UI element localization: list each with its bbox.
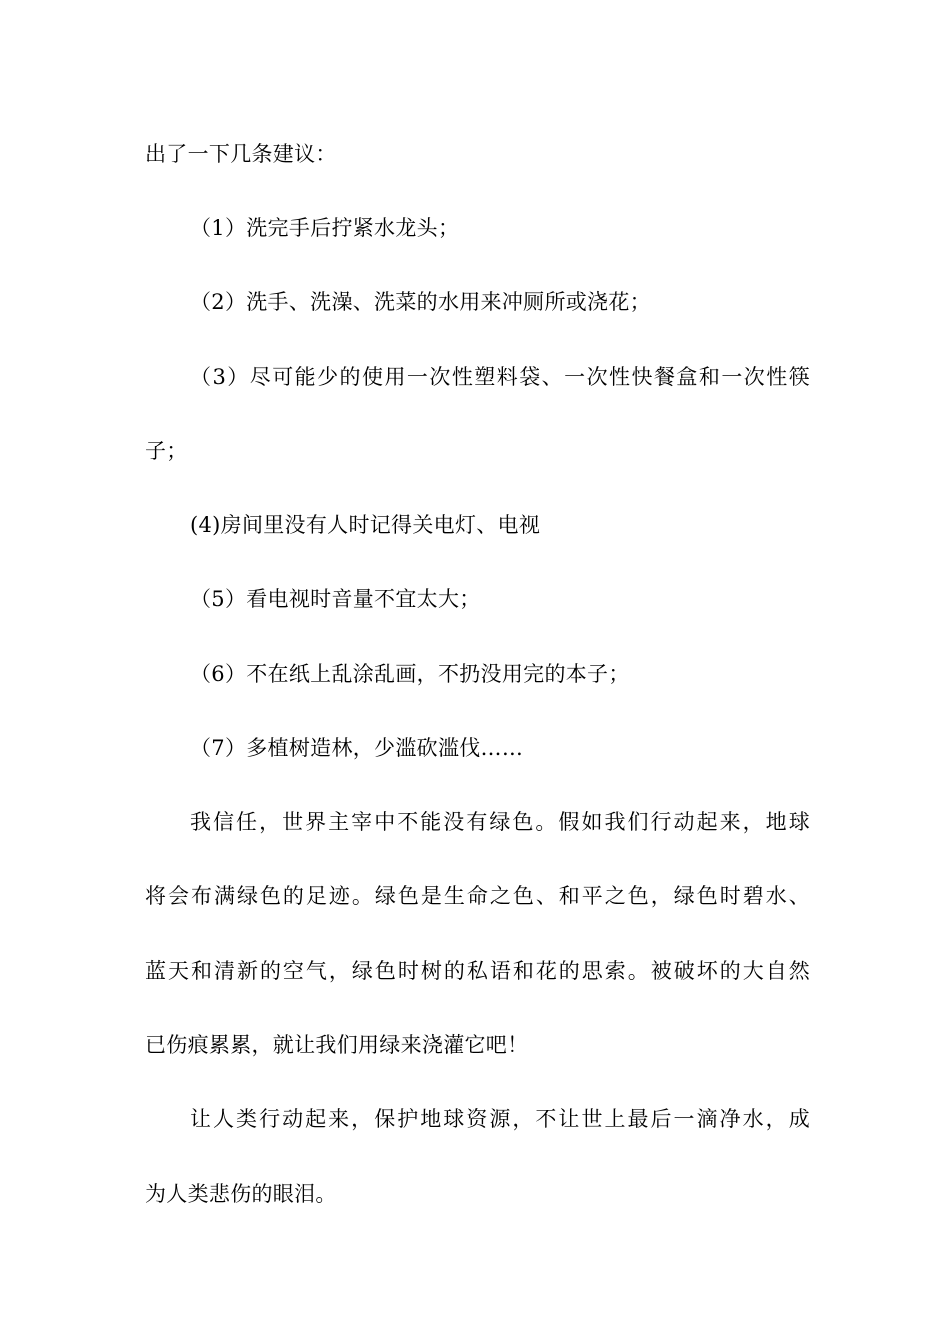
- list-item-6: （6）不在纸上乱涂乱画，不扔没用完的本子；: [190, 662, 630, 686]
- paragraph-1-line-3: 蓝天和清新的空气，绿色时树的私语和花的思索。被破坏的大自然: [145, 959, 810, 983]
- text-line-1: 出了一下几条建议：: [145, 142, 337, 166]
- paragraph-1-line-1: 我信任，世界主宰中不能没有绿色。假如我们行动起来，地球: [190, 810, 810, 834]
- list-item-5: （5）看电视时音量不宜太大；: [190, 587, 481, 611]
- list-item-2: （2）洗手、洗澡、洗菜的水用来冲厕所或浇花；: [190, 290, 651, 314]
- paragraph-1-line-2: 将会布满绿色的足迹。绿色是生命之色、和平之色，绿色时碧水、: [145, 884, 810, 908]
- paragraph-2-line-2: 为人类悲伤的眼泪。: [145, 1182, 337, 1206]
- list-item-3: （3）尽可能少的使用一次性塑料袋、一次性快餐盒和一次性筷: [190, 365, 810, 389]
- paragraph-1-line-4: 已伤痕累累，就让我们用绿来浇灌它吧！: [145, 1033, 529, 1057]
- list-item-3-continued: 子；: [145, 439, 188, 463]
- list-item-7: （7）多植树造林，少滥砍滥伐……: [190, 736, 524, 760]
- list-item-4: (4)房间里没有人时记得关电灯、电视: [190, 513, 541, 537]
- paragraph-2-line-1: 让人类行动起来，保护地球资源，不让世上最后一滴净水，成: [190, 1107, 810, 1131]
- list-item-1: （1）洗完手后拧紧水龙头；: [190, 216, 460, 240]
